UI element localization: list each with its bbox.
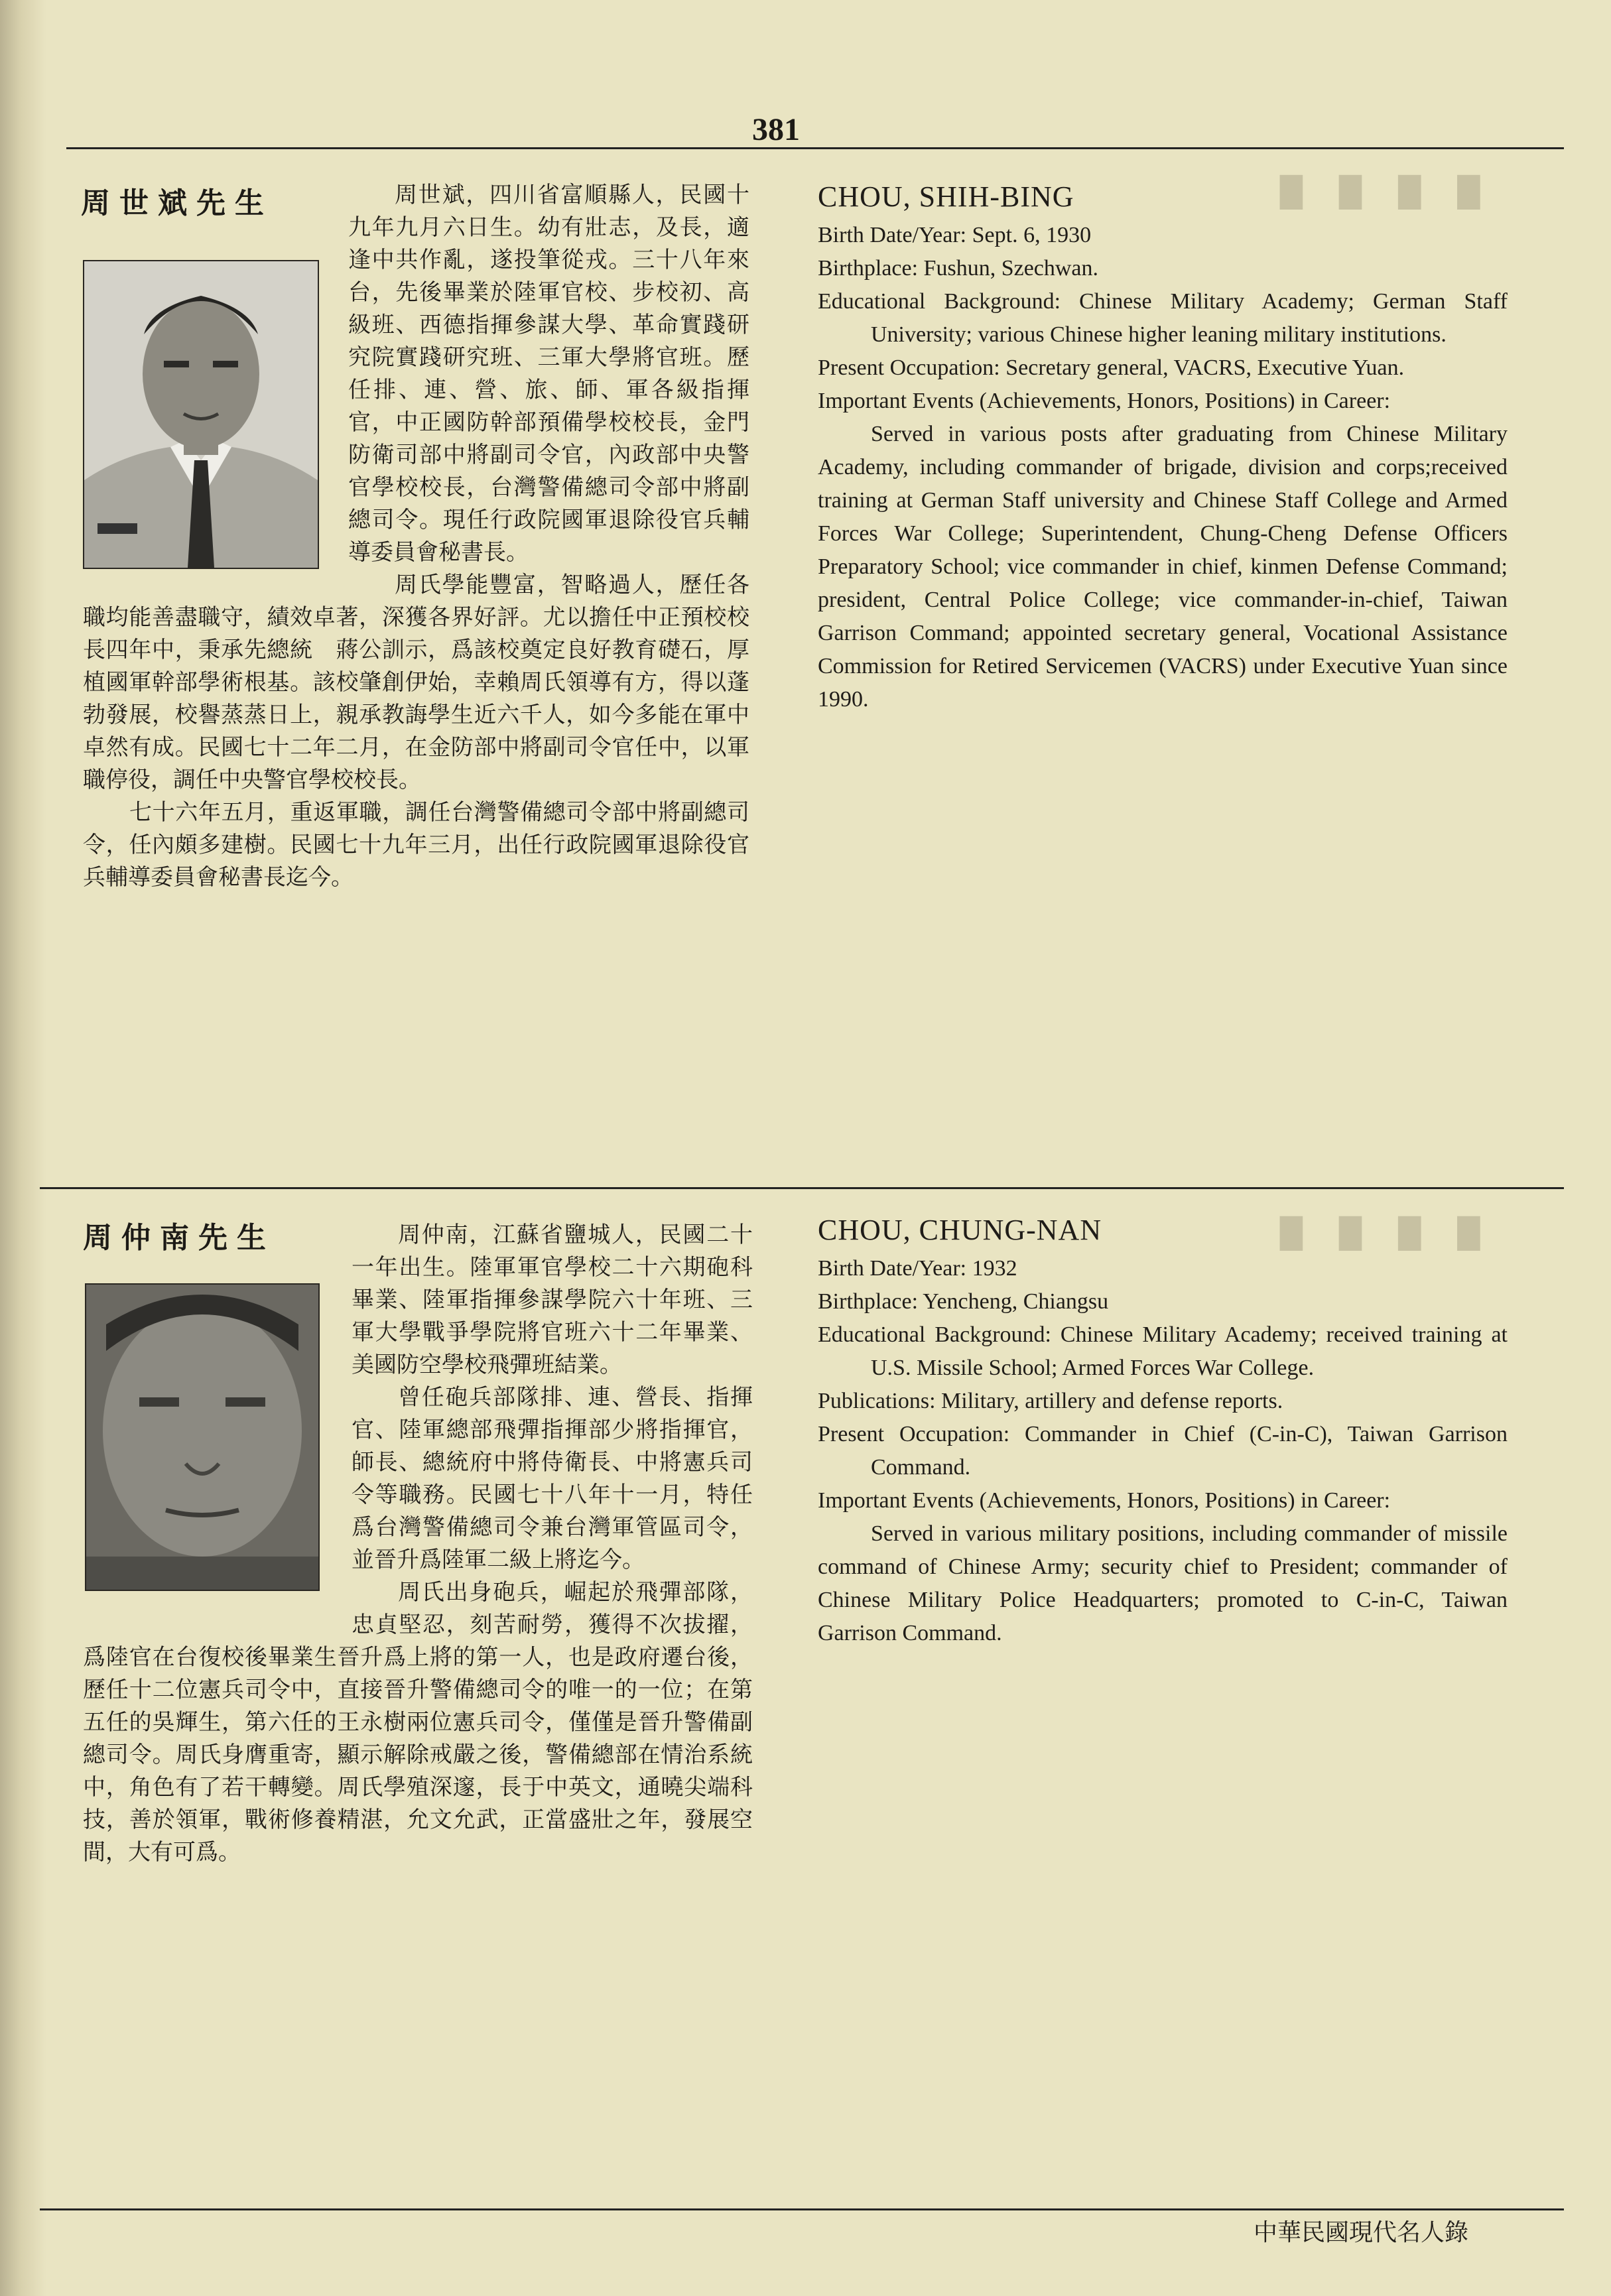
entry-1-chinese-bio (83, 179, 749, 894)
header-rule (66, 147, 1564, 149)
entry-2-zh-paragraph-3: 周氏出身砲兵，崛起於飛彈部隊，忠貞堅忍，刻苦耐勞，獲得不次拔擢，爲陸官在台復校後畢業生晉升爲上將的第一人，也是政府遷台後，歷任十二位憲兵司令中，直接晉升警備總司令的唯一的一位；在第五任的吳輝生，第六任的王永樹兩位憲兵司令，僅僅是晉升警備副總司令。周氏身膺重寄，顯示解除戒嚴之後，警備總部在情治系統中，角色有了若干轉變。周氏學殖深邃，長于中英文，通曉尖端科技，善於領軍，戰術修養精湛，允文允武，正當盛壯之年，發展空間，大有可爲。 (83, 1579, 753, 1866)
entry-1-zh-paragraph-3: 七十六年五月，重返軍職，調任台灣警備總司令部中將副總司令，任內頗多建樹。民國七十九年三月，出任行政院國軍退除役官兵輔導委員會秘書長迄今。 (83, 799, 749, 891)
entry-2-events: Served in various military positions, including commander of missile command of Chinese Army; security chief to President; commander of Chinese Military Police Headquarters; promoted to C-in-C, Taiwan Garrison Command. (818, 1521, 1508, 1645)
entry-1-birthplace: Birthplace: Fushun, Szechwan. (818, 256, 1099, 281)
photo-float-spacer-2 (83, 1219, 352, 1610)
entry-2-education: Educational Background: Chinese Military Academy; received training at U.S. Missile School; Armed Forces War College. (818, 1322, 1508, 1380)
section-divider (40, 1187, 1564, 1189)
entry-1-events-label: Important Events (Achievements, Honors, Positions) in Career: (818, 389, 1391, 413)
entry-2-occupation: Present Occupation: Commander in Chief (C-in-C), Taiwan Garrison Command. (818, 1422, 1508, 1480)
bleed-through-heading: █ █ █ █ (1280, 176, 1494, 210)
entry-2-birthplace: Birthplace: Yencheng, Chiangsu (818, 1289, 1109, 1314)
entry-2-birth-date: Birth Date/Year: 1932 (818, 1256, 1017, 1281)
bleed-through-heading-2: █ █ █ █ (1280, 1217, 1494, 1251)
entry-2-zh-intro: 周仲南，江蘇省鹽城人，民國二十一年出生。陸軍軍官學校二十六期砲科畢業、陸軍指揮參謀學院六十年班、三軍大學戰爭學院將官班六十二年畢業、美國防空學校飛彈班結業。 (352, 1222, 753, 1378)
entry-2-english-bio (818, 1211, 1508, 1650)
entry-2-zh-paragraph-2: 曾任砲兵部隊排、連、營長、指揮官、陸軍總部飛彈指揮部少將指揮官，師長、總統府中將侍衛長、中將憲兵司令等職務。民國七十八年十一月，特任爲台灣警備總司令兼台灣軍管區司令，並晉升爲陸軍二級上將迄今。 (352, 1384, 753, 1573)
page-number: 381 (752, 112, 800, 147)
entry-2-english-name: CHOU, CHUNG-NAN (818, 1214, 1102, 1246)
entry-2-chinese-bio (83, 1219, 753, 1869)
book-title-footer: 中華民國現代名人錄 (1254, 2219, 1469, 2246)
entry-1-events: Served in various posts after graduating from Chinese Military Academy, including commander of brigade, division and corps;received training at German Staff university and Chinese Staff College and Armed Forces War College; Superintendent, Chung-Cheng Defense Officers Preparatory School; vice commander in chief, kinmen Defense Command; president, Central Police College; vice commander-in-chief, Taiwan Garrison Command; appointed secretary general, Vocational Assistance Commission for Retired Servicemen (VACRS) under Executive Yuan since 1990. (818, 422, 1508, 712)
entry-1-zh-intro: 周世斌，四川省富順縣人，民國十九年九月六日生。幼有壯志，及長，適逢中共作亂，遂投筆從戎。三十八年來台，先後畢業於陸軍官校、步校初、高級班、西德指揮參謀大學、革命實踐研究院實踐研究班、三軍大學將官班。歷任排、連、營、旅、師、軍各級指揮官，中正國防幹部預備學校校長，金門防衛司部中將副司令官，內政部中央警官學校校長，台灣警備總司令部中將副總司令。現任行政院國軍退除役官兵輔導委員會秘書長。 (348, 182, 749, 566)
photo-float-spacer (83, 179, 348, 590)
entry-2-events-label: Important Events (Achievements, Honors, Positions) in Career: (818, 1488, 1391, 1513)
entry-2-publications: Publications: Military, artillery and defense reports. (818, 1389, 1283, 1413)
entry-1-education: Educational Background: Chinese Military Academy; German Staff University; various Chinese higher leaning military institutions. (818, 289, 1508, 347)
entry-1-zh-paragraph-2: 周氏學能豐富，智略過人，歷任各職均能善盡職守，績效卓著，深獲各界好評。尤以擔任中正預校校長四年中，秉承先總統 蔣公訓示，爲該校奠定良好教育礎石，厚植國軍幹部學術根基。該校肇創伊始，幸賴周氏領導有方，得以蓬勃發展，校譽蒸蒸日上，親承教誨學生近六千人，如今多能在軍中卓然有成。民國七十二年二月，在金防部中將副司令官任中，以軍職停役，調任中央警官學校校長。 (83, 572, 749, 793)
entry-1-birth-date: Birth Date/Year: Sept. 6, 1930 (818, 223, 1092, 247)
entry-1-english-bio (818, 178, 1508, 716)
entry-1-occupation: Present Occupation: Secretary general, VACRS, Executive Yuan. (818, 355, 1405, 380)
page-spine-shadow (0, 0, 46, 2296)
footer-rule (40, 2208, 1564, 2210)
entry-1-english-name: CHOU, SHIH-BING (818, 180, 1074, 213)
entry-2-chinese-name: 周仲南先生 (83, 1221, 275, 1255)
entry-1-chinese-name: 周世斌先生 (81, 186, 273, 220)
